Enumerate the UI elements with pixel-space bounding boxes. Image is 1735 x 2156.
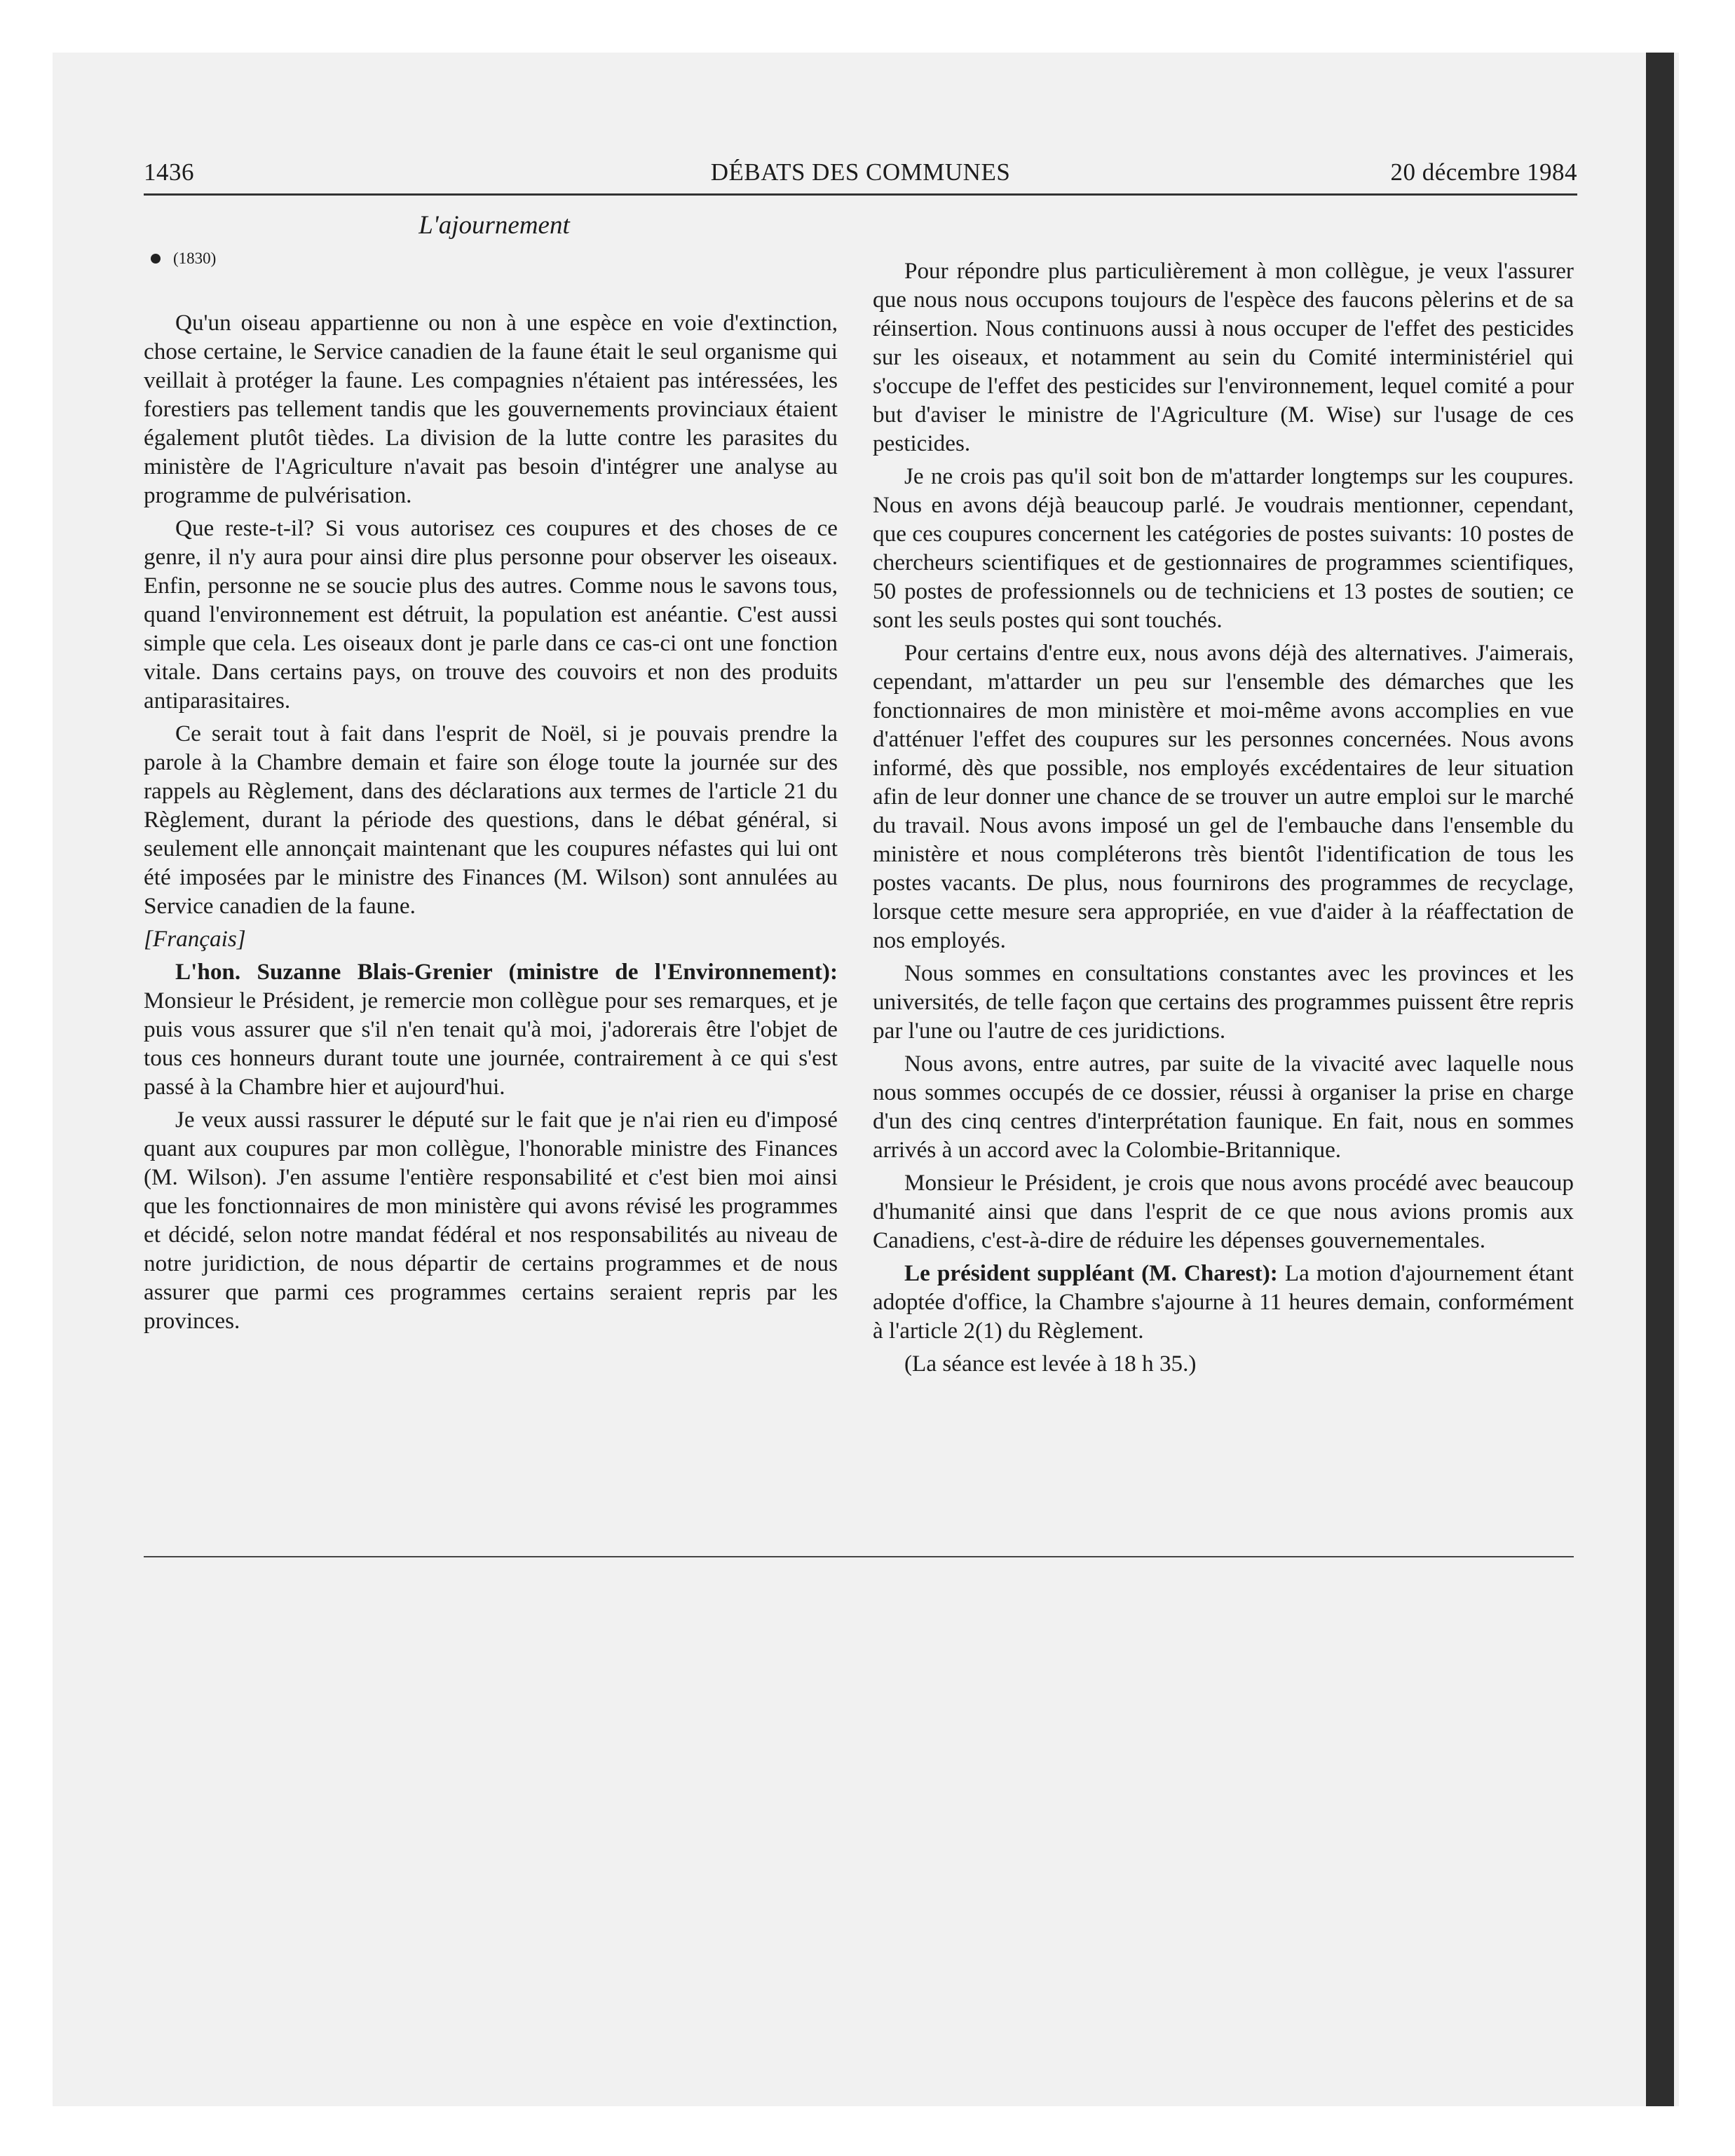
paragraph: Ce serait tout à fait dans l'esprit de Noël, si je pouvais prendre la parole à la Chambre demain et faire son éloge toute la journée sur des rappels au Règlement, dans des déclarations aux termes de l'article 21 du Règlement, durant la période des questions, dans le débat général, si seulement elle annonçait maintenant que les coupures néfastes qui lui ont été imposées par le ministre des Finances (M. Wilson) sont annulées au Service canadien de la faune.	[144, 721, 838, 919]
time-marker	[151, 250, 216, 268]
time-marker-text: (1830)	[173, 250, 217, 267]
speaker-paragraph	[873, 1259, 1574, 1345]
paragraph: Pour répondre plus particulièrement à mon collègue, je veux l'assurer que nous nous occupons toujours de l'espèce des faucons pèlerins et de sa réinsertion. Nous continuons aussi à nous occuper de l'effet des pesticides sur les oiseaux, et notamment au sein du Comité interministériel qui s'occupe de l'effet des pesticides sur l'environnement, lequel comité a pour but d'aviser le ministre de l'Agriculture (M. Wise) sur l'usage de ces pesticides.	[873, 258, 1574, 456]
right-column	[873, 257, 1574, 1382]
paragraph: Nous avons, entre autres, par suite de la vivacité avec laquelle nous nous sommes occupés de ce dossier, réussi à organiser la prise en charge d'un des cinq centres d'interprétation faunique. En fait, nous en sommes arrivés à un accord avec la Colombie-Britannique.	[873, 1051, 1574, 1163]
bullet-icon	[151, 254, 161, 264]
speech-text: Monsieur le Président, je remercie mon collègue pour ses remarques, et je puis vous assurer que s'il n'en tenait qu'à moi, j'adorerais être l'objet de tous ces honneurs durant toute une journée, contrairement à ce qui s'est passé à la Chambre hier et aujourd'hui.	[144, 988, 838, 1100]
footer-rule	[144, 1556, 1574, 1557]
paragraph: Pour certains d'entre eux, nous avons déjà des alternatives. J'aimerais, cependant, m'attarder un peu sur l'ensemble des démarches que les fonctionnaires de mon ministère et moi-même avons accomplies en vue d'atténuer l'effet des coupures sur les personnes concernées. Nous avons informé, dès que possible, nos employés excédentaires de leur situation afin de leur donner une chance de se trouver un autre emploi sur le marché du travail. Nous avons imposé un gel de l'embauche dans l'ensemble du ministère et nous compléterons très bientôt l'identification de tous les postes vacants. De plus, nous fournirons des programmes de recyclage, lorsque cette mesure sera appropriée, en vue d'aider à la réaffectation de nos employés.	[873, 640, 1574, 953]
left-column	[144, 308, 838, 1339]
header-rule	[144, 193, 1577, 196]
page-header	[144, 158, 1577, 196]
paragraph: Je ne crois pas qu'il soit bon de m'attarder longtemps sur les coupures. Nous en avons déjà beaucoup parlé. Je voudrais mentionner, cependant, que ces coupures concernent les catégories de postes suivants: 10 postes de chercheurs scientifiques et de gestionnaires de programmes scientifiques, 50 postes de professionnels ou de techniciens et 13 postes de soutien; ce sont les seuls postes qui sont touchés.	[873, 463, 1574, 633]
page-date: 20 décembre 1984	[1390, 158, 1577, 186]
paragraph: Qu'un oiseau appartienne ou non à une espèce en voie d'extinction, chose certaine, le Service canadien de la faune était le seul organisme qui veillait à protéger la faune. Les compagnies n'étaient pas intéressées, les forestiers pas tellement tandis que les gouvernements provinciaux étaient également plutôt tièdes. La division de la lutte contre les parasites du ministère de l'Agriculture n'avait pas besoin d'intégrer une analyse au programme de pulvérisation.	[144, 310, 838, 508]
scan-edge-bar	[1646, 53, 1674, 2106]
paragraph: (La séance est levée à 18 h 35.)	[904, 1351, 1197, 1377]
section-title: L'ajournement	[419, 211, 570, 240]
paragraph: Monsieur le Président, je crois que nous avons procédé avec beaucoup d'humanité ainsi que dans l'esprit de ce que nous avions promis aux Canadiens, c'est-à-dire de réduire les dépenses gouvernementales.	[873, 1170, 1574, 1253]
paragraph: Je veux aussi rassurer le député sur le fait que je n'ai rien eu d'imposé quant aux coupures par mon collègue, l'honorable ministre des Finances (M. Wilson). J'en assume l'entière responsabilité et c'est bien moi ainsi que les fonctionnaires de mon ministère qui avons révisé les programmes et décidé, selon notre mandat fédéral et nos responsabilités au niveau de notre juridiction, de nous départir de certains programmes et de nous assurer que parmi ces programmes certains seraient repris par les provinces.	[144, 1107, 838, 1334]
language-marker: [Français]	[144, 926, 246, 952]
publication-title: DÉBATS DES COMMUNES	[710, 158, 1011, 186]
speaker-paragraph	[144, 957, 838, 1101]
speaker-name: L'hon. Suzanne Blais-Grenier (ministre de l'Environnement):	[175, 959, 838, 985]
page-number: 1436	[144, 158, 194, 186]
speaker-name: Le président suppléant (M. Charest):	[904, 1260, 1278, 1286]
paragraph: Nous sommes en consultations constantes avec les provinces et les universités, de telle façon que certains des programmes puissent être repris par l'une ou l'autre de ces juridictions.	[873, 960, 1574, 1044]
speech-text: La motion d'ajournement étant adoptée d'office, la Chambre s'ajourne à 11 heures demain, conformément à l'article 2(1) du Règlement.	[873, 1260, 1574, 1344]
paragraph: Que reste-t-il? Si vous autorisez ces coupures et des choses de ce genre, il n'y aura pour ainsi dire plus personne pour observer les oiseaux. Enfin, personne ne se soucie plus des autres. Comme nous le savons tous, quand l'environnement est détruit, la population est anéantie. C'est aussi simple que cela. Les oiseaux dont je parle dans ce cas-ci ont une fonction vitale. Dans certains pays, on trouve des couvoirs et non des produits antiparasitaires.	[144, 515, 838, 714]
